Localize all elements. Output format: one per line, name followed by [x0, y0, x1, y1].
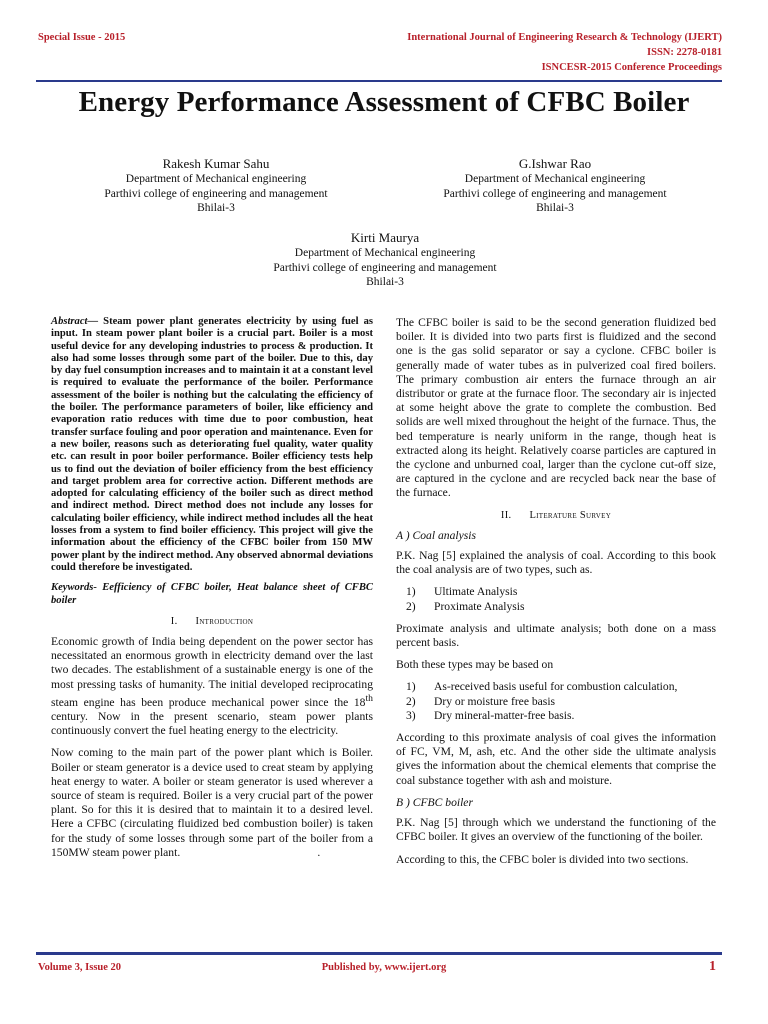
author-block-2 — [410, 155, 700, 216]
header-journal: International Journal of Engineering Research & Technology (IJERT) — [407, 32, 722, 43]
author-city: Bhilai-3 — [366, 276, 404, 288]
intro-paragraph-1: Economic growth of India being dependent on the power sector has necessitated an enormous growth in electricity demand over the last two decades. The establishment of a sustainable energy is one of the most pressing tasks of humanity. The initial developed reciprocating steam engine has been produce mechanical power since the 18th century. Now in the present scenario, steam power plants continuously convert the fuel heating energy to the electricity. — [51, 635, 373, 738]
page-number: 1 — [709, 959, 716, 974]
footer-volume: Volume 3, Issue 20 — [38, 962, 122, 973]
header-issue: Special Issue - 2015 — [38, 32, 126, 43]
list-item: 1) As-received basis useful for combustion calculation, — [406, 680, 678, 694]
cfbc-paragraph: The CFBC boiler is said to be the second generation fluidized bed boiler. It is divided into two parts first is fluidized and the second one is the gas solid separator or say a cyclone. CFBC boiler is generally made of water tubes as in pulverized coal fired boilers. The primary combustion air enters the furnace through an air distributor or grate at the furnace floor. The secondary air is injected at some height above the grate to complete the combustion. Bed solids are well mixed throughout the height of the furnace. Thus, the bed temperature is nearly uniform in the range, though heat is extracted along its height. Relatively coarse particles are captured in the cyclone and unburned coal, larger than the cyclone cut-off size, are captured in the cyclone and are recycled back near the base of the furnace. — [396, 316, 716, 500]
author-dept: Department of Mechanical engineering — [294, 247, 476, 259]
author-city: Bhilai-3 — [536, 202, 574, 214]
section-number: I. — [170, 615, 178, 627]
superscript: th — [365, 692, 373, 704]
author-name: G.Ishwar Rao — [518, 156, 592, 171]
author-college: Parthivi college of engineering and management — [273, 261, 497, 274]
footer-rule — [36, 952, 722, 955]
subsection-coal-analysis: A ) Coal analysis — [396, 528, 476, 542]
author-dept: Department of Mechanical engineering — [464, 173, 646, 185]
abstract — [51, 316, 373, 574]
header-issn: ISSN: 2278-0181 — [647, 47, 722, 58]
section-number: II. — [500, 509, 512, 521]
subsection-cfbc-boiler: B ) CFBC boiler — [396, 795, 473, 809]
left-column — [51, 316, 373, 868]
lit-paragraph: Both these types may be based on — [396, 658, 554, 672]
list-item: 3) Dry mineral-matter-free basis. — [406, 708, 575, 722]
paper-title: Energy Performance Assessment of CFBC Boiler — [78, 86, 690, 118]
abstract-text: Steam power plant generates electricity by using fuel as input. In steam power plant boiler is a crucial part. Boiler is a most useful device for any developing industries to process & production. It also had some losses through some part of the boiler. Due to this, day by day fuel consumption increases and to maintain it at a constant level is required to evaluate the performance of the boiler. Performance assessment of the boiler is nothing but the calculating the efficiency of the boiler. The performance parameters of boiler, like efficiency and evaporation ratio reduces with time due to poor combustion, heat transfer surface fouling and poor operation and maintenance. Even for a new boiler, reasons such as deteriorating fuel quality, water quality etc. can result in poor boiler performance. Boiler efficiency tests help us to find out the deviation of boiler efficiency from the best efficiency and target problem area for corrective action. Different methods are adopted for calculating efficiency of the boiler such as direct method and indirect method. Direct method does not include any losses for calculating boiler efficiency, while indirect method includes all the heat losses from a system to find boiler efficiency. This project will give the information about the efficiency of the CFBC boiler from 150 MW power plant by the indirect method. Any observed abnormal deviations could therefore be investigated. — [51, 316, 373, 573]
section-heading-introduction — [51, 615, 373, 629]
author-college: Parthivi college of engineering and management — [443, 187, 667, 200]
author-city: Bhilai-3 — [197, 202, 235, 214]
section-title: Literature Survey — [529, 509, 612, 521]
intro-paragraph-2: Now coming to the main part of the power plant which is Boiler. Boiler or steam generator is a device used to creat steam by applying heat energy to water. A boiler or steam generator is used wherever a source of steam is required. Boiler is a very crucial part of the power plant. So for this it is desired that to maintain it to a desired level. Here a CFBC (circulating fluidized bed combustion boiler) is taken for the study of some losses through some part of the boiler from a 150MW steam power plant. . — [51, 746, 373, 859]
analysis-types-list — [396, 585, 716, 613]
section-title: Introduction — [195, 615, 254, 627]
section-heading-literature — [396, 509, 716, 523]
lit-paragraph: P.K. Nag [5] through which we understand the functioning of the CFBC boiler. It gives an overview of the functioning of the boiler. — [396, 816, 716, 844]
author-dept: Department of Mechanical engineering — [125, 173, 307, 185]
lit-paragraph: According to this, the CFBC boler is divided into two sections. — [396, 852, 689, 866]
abstract-dash: — — [87, 316, 104, 327]
list-item: 2) Dry or moisture free basis — [406, 694, 556, 708]
lit-paragraph: P.K. Nag [5] explained the analysis of coal. According to this book the coal analysis are of two types, such as. — [396, 549, 716, 577]
author-college: Parthivi college of engineering and management — [104, 187, 328, 200]
author-name: Kirti Maurya — [350, 230, 420, 245]
footer-publisher[interactable]: Published by, www.ijert.org — [321, 962, 447, 973]
basis-list — [396, 680, 716, 723]
author-block-3 — [240, 229, 530, 290]
header-proceedings: ISNCESR-2015 Conference Proceedings — [541, 62, 722, 73]
header-journal-block — [407, 30, 722, 75]
trailing-period: . — [317, 845, 321, 859]
author-block-1 — [100, 155, 332, 216]
lit-paragraph: Proximate analysis and ultimate analysis; both done on a mass percent basis. — [396, 621, 716, 650]
lit-paragraph: According to this proximate analysis of coal gives the information of FC, VM, M, ash, etc. And the other side the ultimate analysis gives the information about the chemical elements that comprise the coal substance together with ash and moisture. — [396, 731, 716, 787]
keywords: Keywords- Eefficiency of CFBC boiler, Heat balance sheet of CFBC boiler — [51, 582, 373, 606]
author-name: Rakesh Kumar Sahu — [162, 156, 270, 171]
abstract-label: Abstract — [51, 316, 88, 327]
right-column — [396, 316, 716, 875]
header-rule — [36, 80, 722, 82]
list-item: 1) Ultimate Analysis — [406, 585, 518, 599]
list-item: 2) Proximate Analysis — [406, 599, 525, 613]
